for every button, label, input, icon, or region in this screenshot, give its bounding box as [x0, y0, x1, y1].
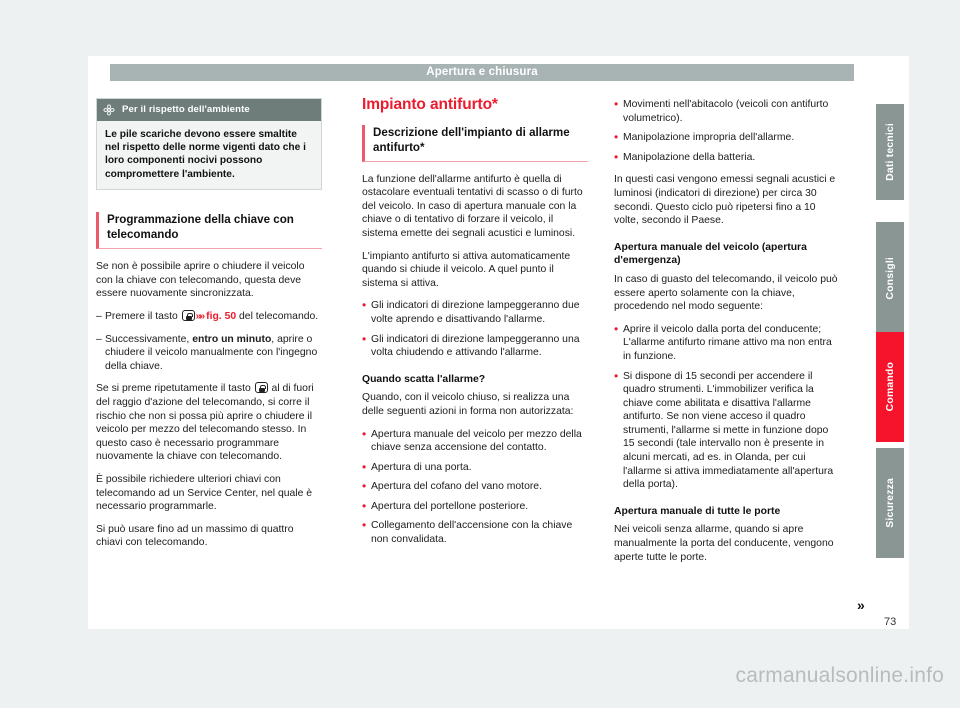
- paragraph-max-keys: Si può usare fino ad un massimo di quattro chiavi con telecomando.: [96, 523, 294, 549]
- paragraph-text-before: Se si preme ripetutamente il tasto: [96, 383, 254, 395]
- step-text-before: Successivamente,: [105, 333, 193, 345]
- bullet-icon: •: [362, 298, 367, 313]
- bullet-text: Apertura di una porta.: [371, 461, 472, 473]
- sidebar-tab-label: Consigli: [884, 256, 896, 300]
- list-item: [614, 98, 840, 125]
- figure-reference[interactable]: fig. 50: [206, 311, 237, 322]
- section-title-impianto-antifurto: Impianto antifurto*: [362, 96, 498, 113]
- list-item: [362, 519, 588, 546]
- paragraph-azioni-non-autorizzate: Quando, con il veicolo chiuso, si realizza una delle seguenti azioni in forma non autorizzata:: [362, 392, 574, 417]
- paragraph-intro: Se non è possibile aprire o chiudere il veicolo con la chiave con telecomando, questa deve essere nuovamente sincronizzata.: [96, 261, 305, 300]
- list-item: [614, 370, 840, 492]
- list-item: [362, 480, 588, 494]
- sidebar-tab-comando[interactable]: [876, 332, 904, 442]
- sidebar-tab-label: Sicurezza: [884, 478, 896, 528]
- list-item: [362, 461, 588, 475]
- sidebar-tab-consigli[interactable]: [876, 222, 904, 334]
- step-text: [105, 310, 322, 324]
- bullet-icon: •: [362, 518, 367, 533]
- paragraph-guasto-telecomando: In caso di guasto del telecomando, il veicolo può essere aperto solamente con la chiave, procedendo nel modo seguente:: [614, 273, 838, 313]
- heading-programmazione-chiave: [96, 212, 322, 249]
- list-item: [362, 428, 588, 455]
- environment-note-box: [96, 98, 322, 190]
- heading-text: Programmazione della chiave con telecomando: [107, 213, 294, 242]
- list-item: [96, 333, 322, 374]
- dash-marker: –: [96, 333, 102, 345]
- chevron-ref-icon: »»: [195, 311, 204, 322]
- step-text-emphasis: entro un minuto: [192, 333, 272, 345]
- step-text: [105, 333, 322, 374]
- environment-note-header: [97, 99, 321, 121]
- heading-apertura-emergenza: Apertura manuale del veicolo (apertura d'emergenza): [614, 241, 807, 267]
- bullet-icon: •: [614, 368, 619, 383]
- paragraph-text-after: al di fuori del raggio d'azione del telecomando, si corre il rischio che non si possa più aprire o chiudere il veicolo per mezzo del telecomando stesso. In questo caso è necessario programmare nuovamente la chiave con telecomando.: [96, 383, 314, 463]
- list-item: [614, 131, 840, 145]
- heading-apertura-tutte-porte: Apertura manuale di tutte le porte: [614, 505, 781, 517]
- list-item: [362, 299, 588, 326]
- sidebar-tab-dati-tecnici[interactable]: [876, 104, 904, 200]
- list-item: [362, 500, 588, 514]
- heading-text: Descrizione dell'impianto di allarme antifurto*: [373, 125, 570, 154]
- environment-note-title: Per il rispetto dell'ambiente: [122, 104, 250, 115]
- paragraph-service-center: È possibile richiedere ulteriori chiavi con telecomando ad un Service Center, nel quale è necessario programmarle.: [96, 473, 313, 513]
- bullet-icon: •: [362, 479, 367, 494]
- bullet-icon: •: [614, 97, 619, 111]
- paragraph-veicoli-senza-allarme: Nei veicoli senza allarme, quando si apre manualmente la porta del conducente, vengono aperte tutte le porte.: [614, 524, 834, 563]
- bullet-text: Collegamento dell'accensione con la chiave non convalidata.: [371, 520, 573, 546]
- bullet-icon: •: [614, 321, 619, 336]
- step-text-before: Premere il tasto: [105, 311, 181, 322]
- environment-note-body: Le pile scariche devono essere smaltite nel rispetto delle norme vigenti dato che i loro componenti nocivi possono compromettere l'ambiente.: [97, 121, 321, 190]
- sidebar-tab-sicurezza[interactable]: [876, 448, 904, 558]
- bullet-icon: •: [362, 498, 367, 513]
- page-number: 73: [884, 616, 897, 628]
- list-item: [96, 310, 322, 324]
- key-lock-icon: [255, 382, 268, 393]
- bullet-icon: •: [362, 459, 367, 474]
- bullet-icon: •: [362, 426, 367, 441]
- key-lock-icon: [182, 310, 195, 321]
- environment-flower-icon: [103, 104, 115, 116]
- bullet-text: Gli indicatori di direzione lampeggeranno una volta chiudendo e attivando l'allarme.: [371, 333, 580, 359]
- running-header: Apertura e chiusura: [110, 64, 854, 81]
- bullet-text: Aprire il veicolo dalla porta del conducente; L'allarme antifurto rimane attivo ma non entra in funzione.: [623, 323, 832, 362]
- watermark: carmanualsonline.info: [735, 664, 944, 687]
- bullet-text: Apertura del cofano del vano motore.: [371, 481, 542, 493]
- right-column: [614, 98, 840, 564]
- middle-column: [362, 98, 588, 553]
- step-text-after: , aprire o chiudere il veicolo manualmente con l'ingegno della chiave.: [105, 333, 318, 372]
- bullet-text: Movimenti nell'abitacolo (veicoli con antifurto volumetrico).: [623, 99, 829, 124]
- bullet-text: Gli indicatori di direzione lampeggeranno due volte aprendo e disattivando l'allarme.: [371, 300, 580, 325]
- sidebar-tab-label: Comando: [884, 362, 896, 412]
- bullet-icon: •: [614, 130, 619, 145]
- heading-quando-scatta-allarme: Quando scatta l'allarme?: [362, 373, 486, 385]
- list-item: [614, 323, 840, 364]
- paragraph-segnali-acustici: In questi casi vengono emessi segnali acustici e luminosi (indicatori di direzione) per circa 30 secondi. Questo ciclo può ripetersi fino a 10 volte, secondo il Paese.: [614, 174, 836, 227]
- dash-marker: –: [96, 311, 102, 322]
- list-item: [614, 151, 840, 165]
- paragraph-attivazione: L'impianto antifurto si attiva automaticamente quando si chiude il veicolo. A quel punto il sistema si attiva.: [362, 250, 571, 289]
- bullet-text: Apertura del portellone posteriore.: [371, 500, 529, 512]
- bullet-text: Manipolazione della batteria.: [623, 151, 756, 163]
- sidebar-tab-label: Dati tecnici: [884, 123, 896, 181]
- bullet-text: Apertura manuale del veicolo per mezzo della chiave senza accensione del contatto.: [371, 428, 582, 454]
- paragraph-with-key-icon: [96, 382, 322, 464]
- step-text-after: del telecomando.: [236, 311, 319, 322]
- continuation-marker-icon: »: [857, 597, 863, 613]
- bullet-icon: •: [614, 149, 619, 164]
- paragraph-funzione-allarme: La funzione dell'allarme antifurto è quella di ostacolare eventuali tentativi di scasso o di furto del veicolo. In caso di apertura manuale con la chiave o di tentativo di forzare il veicolo, il sistema emette dei segnali acustici e luminosi.: [362, 173, 583, 239]
- list-item: [362, 333, 588, 360]
- left-column: [96, 98, 322, 550]
- bullet-icon: •: [362, 331, 367, 346]
- bullet-text: Manipolazione impropria dell'allarme.: [623, 132, 795, 144]
- bullet-text: Si dispone di 15 secondi per accendere il quadro strumenti. L'immobilizer verifica la chiave come abilitata e disattiva l'allarme antifurto. Se non viene acceso il quadro strumenti, l'allarme si mette in funzione dopo 15 secondi (tale intervallo non è presente in alcuni mercati, ad es. in Olanda, per cui l'allarme si attiva immediatamente all'apertura della porta).: [623, 370, 834, 491]
- heading-descrizione-impianto: [362, 125, 588, 162]
